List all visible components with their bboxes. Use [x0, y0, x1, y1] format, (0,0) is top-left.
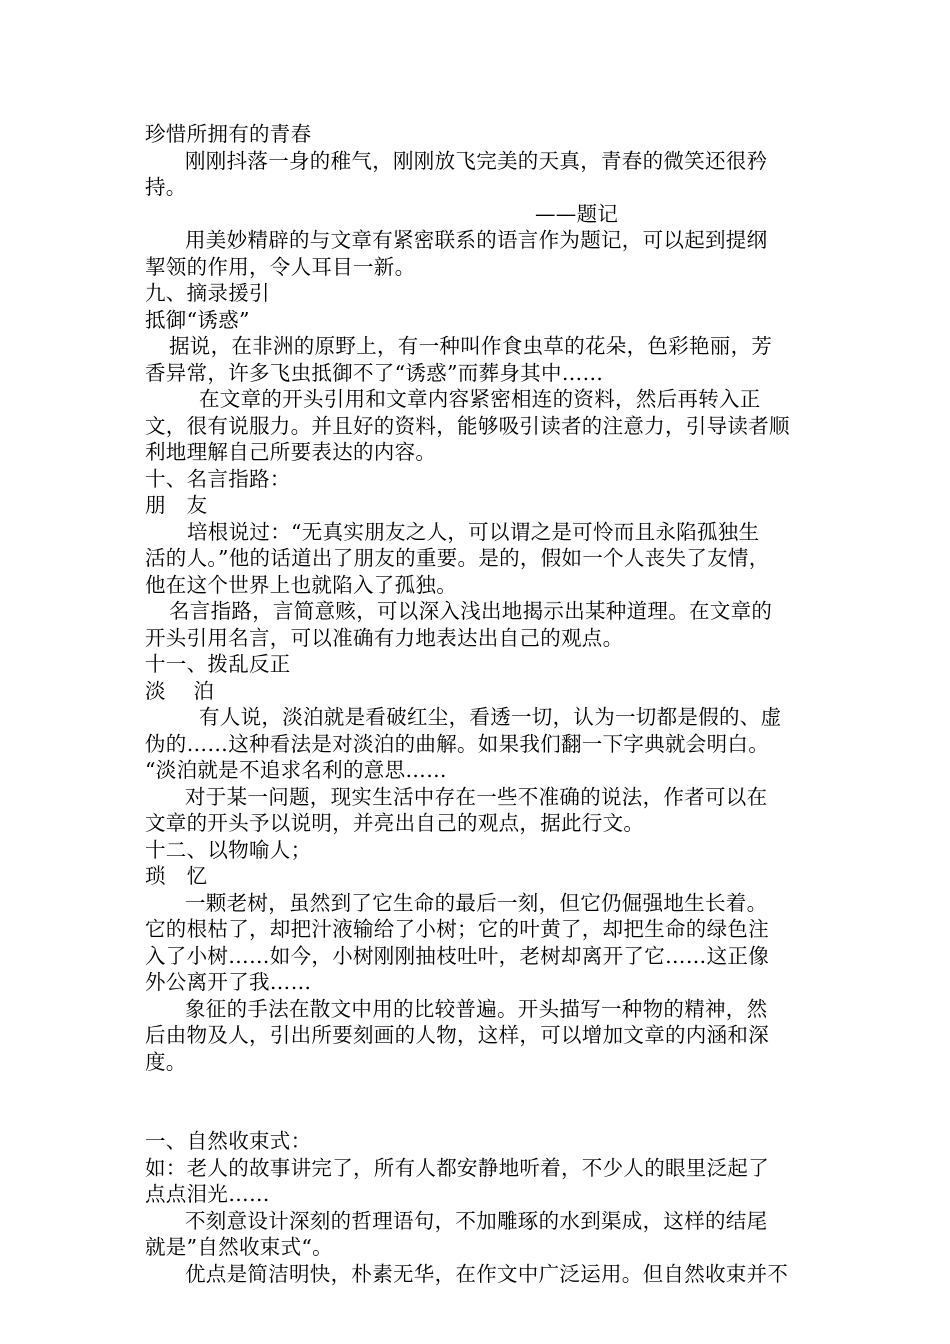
- paragraph-line: 有人说，淡泊就是看破红尘，看透一切，认为一切都是假的、虚: [199, 705, 782, 729]
- paragraph-line: 活的人。”他的话道出了朋友的重要。是的，假如一个人丧失了友情，: [145, 546, 770, 570]
- paragraph-line: 利地理解自己所要表达的内容。: [145, 440, 437, 464]
- paragraph-line: 开头引用名言，可以准确有力地表达出自己的观点。: [145, 625, 624, 650]
- essay-title: 淡 泊: [145, 678, 215, 703]
- section-heading: 九、摘录援引: [145, 281, 270, 305]
- paragraph-line: 优点是简洁明快，朴素无华，在作文中广泛运用。但自然收束并不: [185, 1261, 789, 1286]
- paragraph-line: 持。: [145, 175, 187, 199]
- paragraph-line: 伪的……这种看法是对淡泊的曲解。如果我们翻一下字典就会明白。: [145, 731, 769, 756]
- paragraph-line: 香异常，许多飞虫抵御不了“诱惑”而葬身其中……: [145, 360, 604, 385]
- document-page: [145, 121, 810, 1287]
- paragraph-line: 一颗老树，虽然到了它生命的最后一刻，但它仍倔强地生长着。: [185, 890, 768, 915]
- essay-title: 抵御“诱惑”: [145, 307, 250, 332]
- paragraph-line: 刚刚抖落一身的稚气，刚刚放飞完美的天真，青春的微笑还很矜: [185, 148, 768, 173]
- paragraph-line: 如：老人的故事讲完了，所有人都安静地听着，不少人的眼里泛起了: [145, 1155, 769, 1180]
- paragraph-line: 用美妙精辟的与文章有紧密联系的语言作为题记，可以起到提纲: [185, 228, 768, 252]
- paragraph-line: 入了小树……如今，小树刚刚抽枝吐叶，老树却离开了它……这正像: [145, 943, 769, 968]
- paragraph-line: 文，很有说服力。并且好的资料，能够吸引读者的注意力，引导读者顺: [145, 413, 790, 438]
- paragraph-line: 培根说过：“无真实朋友之人，可以谓之是可怜而且永陷孤独生: [187, 519, 760, 544]
- paragraph-line: 在文章的开头引用和文章内容紧密相连的资料，然后再转入正: [199, 387, 761, 411]
- paragraph-line: “淡泊就是不追求名利的意思……: [145, 758, 447, 782]
- section-heading: 一、自然收束式：: [145, 1129, 312, 1153]
- paragraph-line: 对于某一问题，现实生活中存在一些不准确的说法，作者可以在: [185, 784, 768, 809]
- section-heading: 十一、拨乱反正: [145, 652, 291, 676]
- paragraph-line: 文章的开头予以说明，并亮出自己的观点，据此行文。: [145, 811, 645, 835]
- section-heading: 十、名言指路：: [145, 466, 291, 491]
- paragraph-line: 它的根枯了，却把汁液输给了小树；它的叶黄了，却把生命的绿色注: [145, 917, 769, 941]
- essay-title: 珍惜所拥有的青春: [145, 122, 312, 146]
- paragraph-line: 外公离开了我……: [145, 970, 312, 994]
- paragraph-line: 挈领的作用，令人耳目一新。: [145, 254, 416, 279]
- essay-title: 琐 忆: [145, 864, 208, 888]
- section-heading: 十二、以物喻人；: [145, 837, 312, 862]
- paragraph-line: 不刻意设计深刻的哲理语句，不加雕琢的水到渠成，这样的结尾: [185, 1208, 768, 1233]
- blank-space: [145, 1075, 810, 1128]
- paragraph-line: 象征的手法在散文中用的比较普遍。开头描写一种物的精神，然: [185, 996, 768, 1021]
- paragraph-line: 后由物及人，引出所要刻画的人物，这样，可以增加文章的内涵和深: [145, 1023, 769, 1047]
- paragraph-line: 名言指路，言简意赅，可以深入浅出地揭示出某种道理。在文章的: [169, 599, 773, 623]
- paragraph-line: 据说，在非洲的原野上，有一种叫作食虫草的花朵，色彩艳丽，芳: [169, 334, 773, 358]
- paragraph-line: 点点泪光……: [145, 1182, 270, 1206]
- epigraph-attribution: ——题记: [535, 201, 619, 226]
- paragraph-line: 就是”自然收束式“。: [145, 1235, 333, 1259]
- paragraph-line: 度。: [145, 1049, 187, 1074]
- essay-title: 朋 友: [145, 493, 208, 517]
- paragraph-line: 他在这个世界上也就陷入了孤独。: [145, 572, 457, 597]
